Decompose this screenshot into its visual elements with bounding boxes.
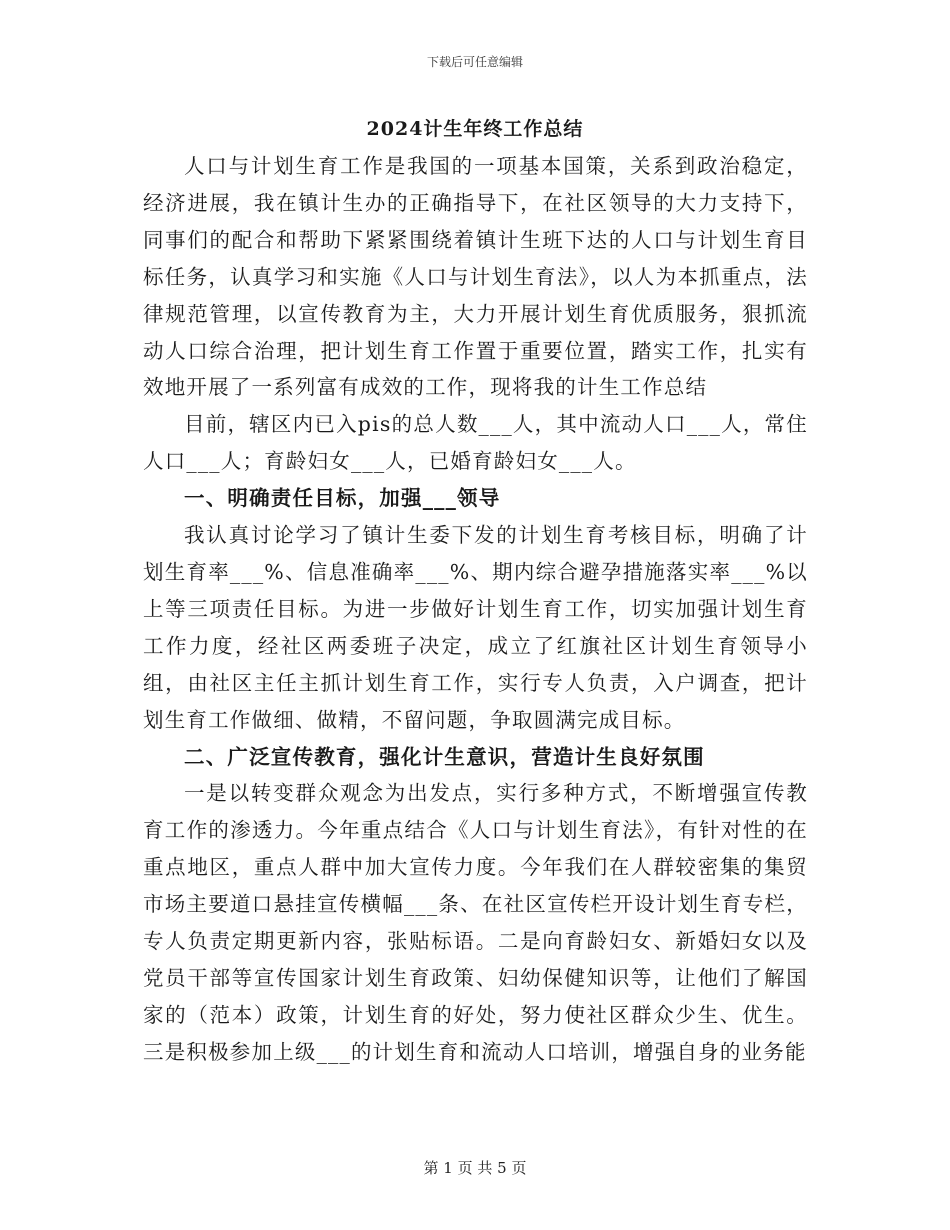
document-title: 2024计生年终工作总结 xyxy=(366,118,584,140)
section-heading-1: 一、明确责任目标，加强___领导 xyxy=(184,486,501,511)
paragraph-population: 目前，辖区内已入pis的总人数___人，其中流动人口___人，常住人口___人；育龄妇女___人，已婚育龄妇女___人。 xyxy=(143,412,808,474)
section-heading-2: 二、广泛宣传教育，强化计生意识，营造计生良好氛围 xyxy=(184,744,705,769)
paragraph-intro: 人口与计划生育工作是我国的一项基本国策，关系到政治稳定，经济进展，我在镇计生办的正确指导下，在社区领导的大力支持下，同事们的配合和帮助下紧紧围绕着镇计生班下达的人口与计划生育目标任务，认真学习和实施《人口与计划生育法》，以人为本抓重点，法律规范管理，以宣传教育为主，大力开展计划生育优质服务，狠抓流动人口综合治理，把计划生育工作置于重要位置，踏实工作，扎实有效地开展了一系列富有成效的工作，现将我的计生工作总结 xyxy=(143,154,808,400)
page-header: 下载后可任意编辑 xyxy=(426,55,523,69)
paragraph-responsibility: 我认真讨论学习了镇计生委下发的计划生育考核目标，明确了计划生育率___%、信息准确率___%、期内综合避孕措施落实率___%以上等三项责任目标。为进一步做好计划生育工作，切实加强计划生育工作力度，经社区两委班子决定，成立了红旗社区计划生育领导小组，由社区主任主抓计划生育工作，实行专人负责，入户调查，把计划生育工作做细、做精，不留问题，争取圆满完成目标。 xyxy=(143,523,808,732)
paragraph-propaganda: 一是以转变群众观念为出发点，实行多种方式，不断增强宣传教育工作的渗透力。今年重点结合《人口与计划生育法》，有针对性的在重点地区，重点人群中加大宣传力度。今年我们在人群较密集的集贸市场主要道口悬挂宣传横幅___条、在社区宣传栏开设计划生育专栏，专人负责定期更新内容，张贴标语。二是向育龄妇女、新婚妇女以及党员干部等宣传国家计划生育政策、妇幼保健知识等，让他们了解国家的（范本）政策，计划生育的好处，努力使社区群众少生、优生。三是积极参加上级___的计划生育和流动人口培训，增强自身的业务能 xyxy=(143,781,808,1064)
document-body xyxy=(143,148,808,1071)
page-number: 第 1 页 共 5 页 xyxy=(423,1159,527,1177)
